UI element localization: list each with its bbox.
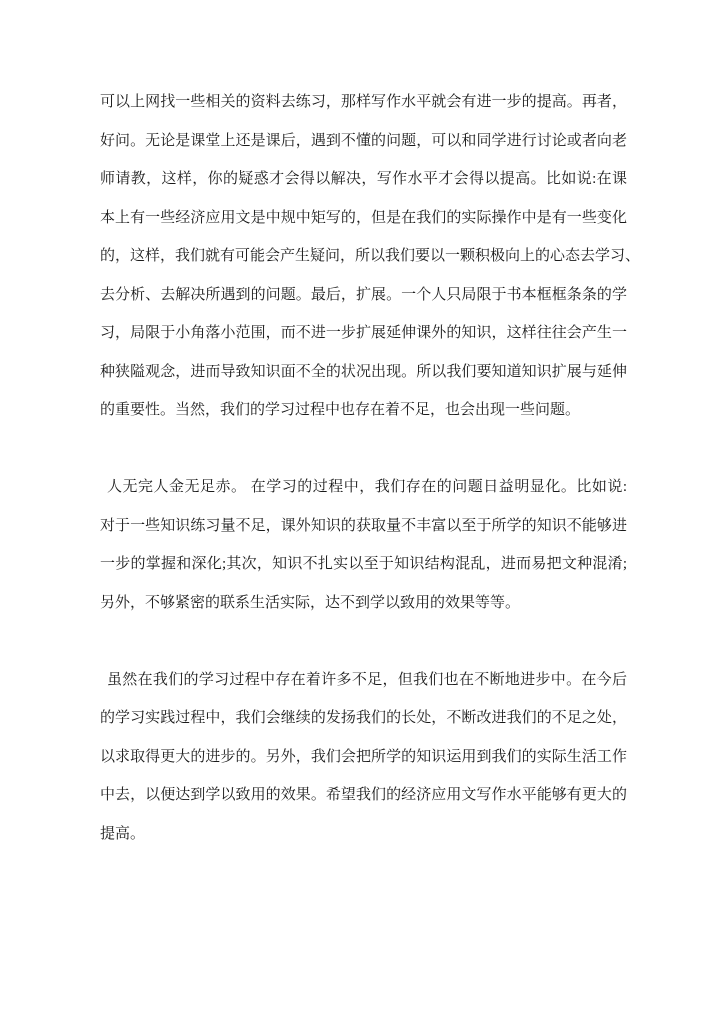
text-line: 习，局限于小角落小范围，而不进一步扩展延伸课外的知识，这样往往会产生一 xyxy=(100,325,627,341)
text-line: 虽然在我们的学习过程中存在着许多不足，但我们也在不断地进步中。在今后 xyxy=(107,671,627,688)
text-line: 去分析、去解决所遇到的问题。最后，扩展。一个人只局限于书本框框条条的学 xyxy=(100,286,627,303)
text-line: 中去，以便达到学以致用的效果。希望我们的经济应用文写作水平能够有更大的 xyxy=(100,787,627,803)
document-text-block xyxy=(100,83,641,853)
text-line: 好问。无论是课堂上还是课后，遇到不懂的问题，可以和同学进行讨论或者向老 xyxy=(100,132,627,149)
text-line: 一步的掌握和深化;其次，知识不扎实以至于知识结构混乱，进而易把文种混淆; xyxy=(100,556,627,572)
paragraph-3 xyxy=(100,661,627,854)
paragraph-2 xyxy=(100,468,627,622)
text-line: 师请教，这样，你的疑惑才会得以解决，写作水平才会得以提高。比如说:在课 xyxy=(100,171,627,187)
paragraph-1 xyxy=(100,83,641,430)
text-line: 种狭隘观念，进而导致知识面不全的状况出现。所以我们要知道知识扩展与延伸 xyxy=(100,363,627,380)
text-line: 本上有一些经济应用文是中规中矩写的，但是在我们的实际操作中是有一些变化 xyxy=(100,209,627,226)
text-line: 的，这样，我们就有可能会产生疑问，所以我们要以一颗积极向上的心态去学习、 xyxy=(100,248,641,264)
text-line: 可以上网找一些相关的资料去练习，那样写作水平就会有进一步的提高。再者， xyxy=(100,94,627,110)
text-line: 对于一些知识练习量不足，课外知识的获取量不丰富以至于所学的知识不能够进 xyxy=(100,517,627,534)
text-line: 提高。 xyxy=(100,825,146,842)
text-line: 的重要性。当然，我们的学习过程中也存在着不足，也会出现一些问题。 xyxy=(100,402,581,418)
text-line: 人无完人金无足赤。 在学习的过程中，我们存在的问题日益明显化。比如说: xyxy=(107,479,627,495)
text-line: 的学习实践过程中，我们会继续的发扬我们的长处，不断改进我们的不足之处， xyxy=(100,710,627,726)
text-line: 另外，不够紧密的联系生活实际，达不到学以致用的效果等等。 xyxy=(100,594,521,611)
text-line: 以求取得更大的进步的。另外，我们会把所学的知识运用到我们的实际生活工作 xyxy=(100,748,627,765)
